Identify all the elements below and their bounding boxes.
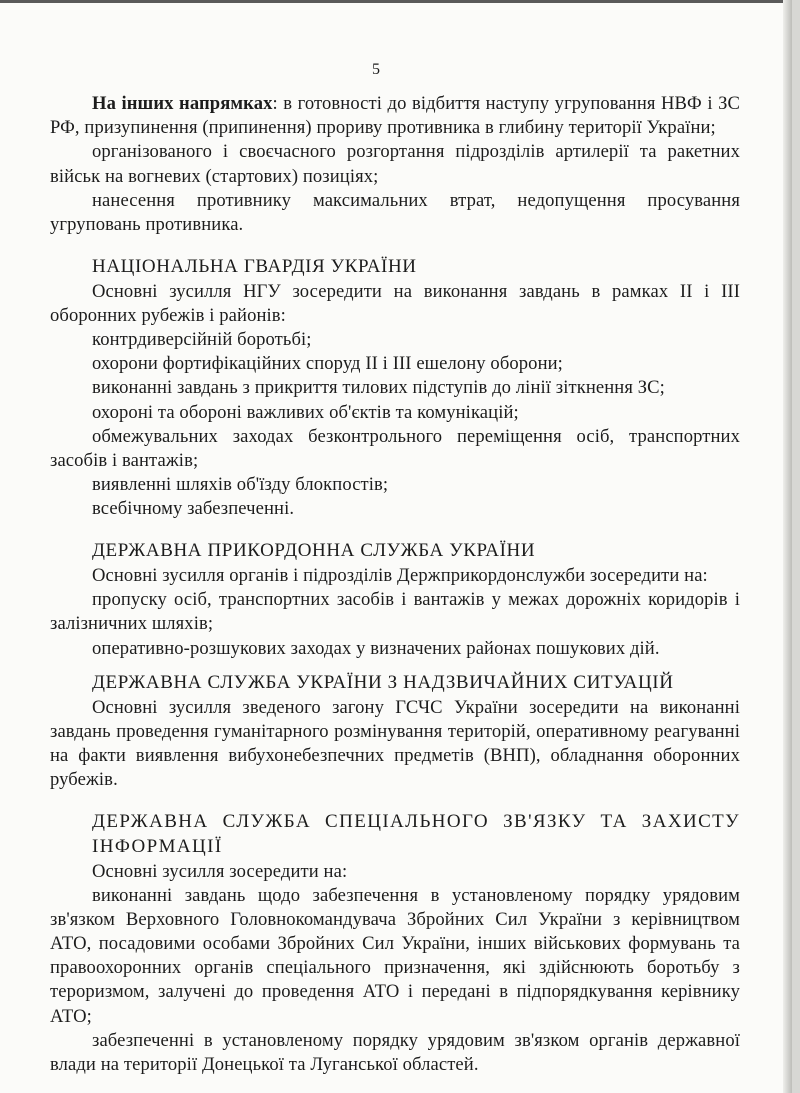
list-item: охорони фортифікаційних споруд ІІ і ІІІ ешелону оборони; (92, 353, 563, 375)
intro-text: : в готовності до відбиття наступу угруповання НВФ і ЗС РФ, призупинення (припинення) прориву противника в глибину території України; (50, 93, 740, 139)
page-number: 5 (372, 61, 381, 78)
list-item: контрдиверсійній боротьбі; (92, 329, 312, 351)
list-item: всебічному забезпеченні. (92, 498, 295, 520)
list-item: виявленні шляхів об'їзду блокпостів; (92, 474, 389, 496)
dpsu-intro: Основні зусилля органів і підрозділів Держприкордонслужби зосередити на: (92, 565, 708, 587)
top-border (0, 0, 792, 3)
list-item: оперативно-розшукових заходах у визначених районах пошукових дій. (92, 637, 660, 659)
page-edge-shadow (783, 0, 792, 1093)
dsns-intro: Основні зусилля зведеного загону ГСЧС України зосередити на виконанні завдань проведення гуманітарного розмінування територій, оперативному реагуванні на факти виявлення вибухонебезпечних предметів (ВНП), обладнання оборонних рубежів. (50, 696, 740, 791)
list-item: виконанні завдань з прикриття тилових підступів до лінії зіткнення ЗС; (92, 377, 665, 399)
list-item: забезпеченні в установленому порядку урядовим зв'язком органів державної влади на території Донецької та Луганської областей. (50, 1029, 740, 1075)
list-item: пропуску осіб, транспортних засобів і вантажів у межах дорожніх коридорів і залізничних шляхів; (50, 589, 740, 635)
intro-paragraph (50, 92, 740, 140)
section-title-dsns: ДЕРЖАВНА СЛУЖБА УКРАЇНИ З НАДЗВИЧАЙНИХ СИТУАЦІЙ (92, 671, 674, 693)
section-title-ngu: НАЦІОНАЛЬНА ГВАРДІЯ УКРАЇНИ (92, 256, 417, 278)
list-item: виконанні завдань щодо забезпечення в установленому порядку урядовим зв'язком Верховного Головнокомандувача Збройних Сил України з керівництвом АТО, посадовими особами Збройних Сил України, інших військових формувань та правоохоронних органів спеціального призначення, які здійснюють боротьбу з тероризмом, залучені до проведення АТО і передані в підпорядкування керівнику АТО; (50, 884, 740, 1027)
dsszzi-intro: Основні зусилля зосередити на: (92, 860, 348, 882)
list-item: охороні та обороні важливих об'єктів та комунікацій; (92, 401, 519, 423)
intro-lead: На інших напрямках (92, 93, 273, 114)
document-body (50, 92, 740, 1077)
list-item: обмежувальних заходах безконтрольного переміщення осіб, транспортних засобів і вантажів; (50, 425, 740, 471)
section-title-dsszzi: ДЕРЖАВНА СЛУЖБА СПЕЦІАЛЬНОГО ЗВ'ЯЗКУ ТА ЗАХИСТУ ІНФОРМАЦІЇ (92, 811, 740, 857)
list-item: організованого і своєчасного розгортання підрозділів артилерії та ракетних військ на вогневих (стартових) позиціях; (50, 141, 740, 187)
section-title-dpsu: ДЕРЖАВНА ПРИКОРДОННА СЛУЖБА УКРАЇНИ (92, 540, 536, 562)
list-item: нанесення противнику максимальних втрат, недопущення просування угруповань противника. (50, 189, 740, 235)
ngu-intro: Основні зусилля НГУ зосередити на виконання завдань в рамках ІІ і ІІІ оборонних рубежів і районів: (50, 280, 740, 326)
